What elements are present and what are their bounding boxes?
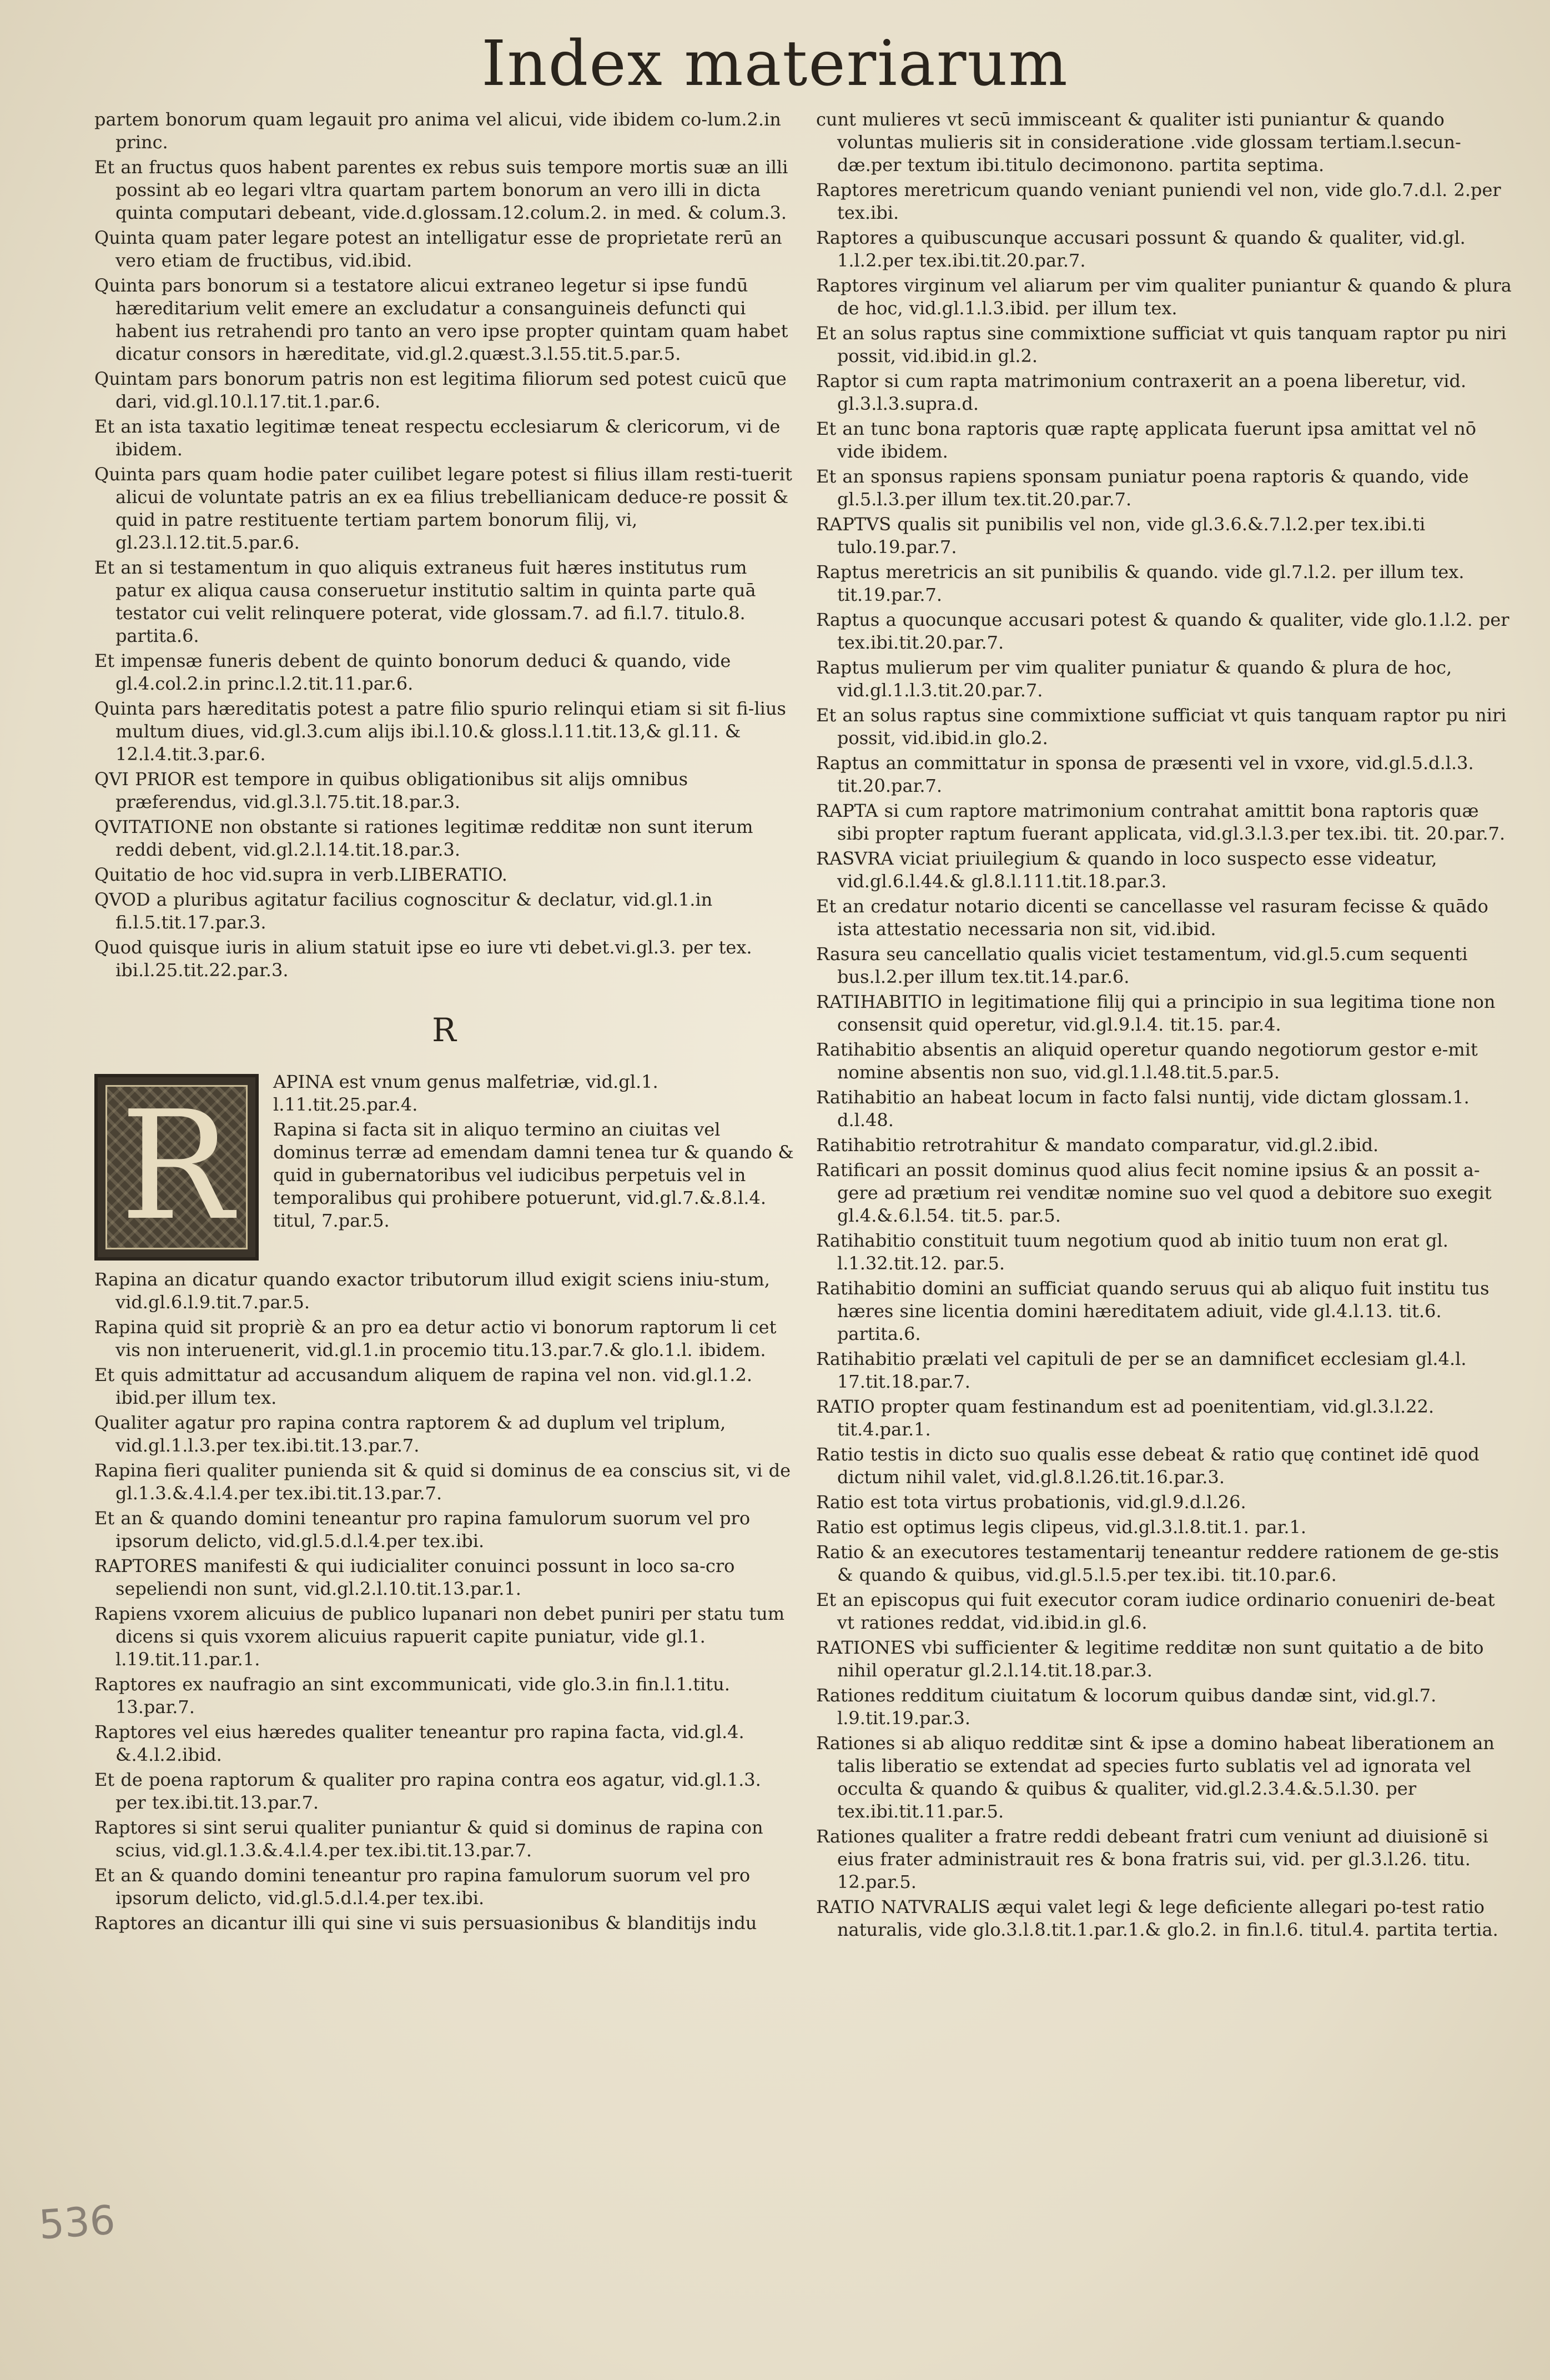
index-entry: Raptus meretricis an sit punibilis & quando. vide gl.7.l.2. per illum tex. tit.19.par.7.	[816, 561, 1465, 605]
index-entry: Raptores vel eius hæredes qualiter teneantur pro rapina facta, vid.gl.4. &.4.l.2.ibid.	[94, 1721, 744, 1765]
index-entry: Et an solus raptus sine commixtione sufficiat vt quis tanquam raptor pu niri possit, vid.ibid.in glo.2.	[816, 705, 1507, 749]
index-entry: Et an ista taxatio legitimæ teneat respectu ecclesiarum & clericorum, vi de ibidem.	[94, 416, 781, 460]
index-entry: Et an episcopus qui fuit executor coram iudice ordinario conueniri de-beat vt rationes reddat, vid.ibid.in gl.6.	[816, 1589, 1495, 1633]
index-entry: Et an & quando domini teneantur pro rapina famulorum suorum vel pro ipsorum delicto, vid.gl.5.d.l.4.per tex.ibi.	[94, 1865, 751, 1909]
index-entry: Raptus an committatur in sponsa de præsenti vel in vxore, vid.gl.5.d.l.3. tit.20.par.7.	[816, 752, 1474, 796]
entries-top	[94, 108, 794, 982]
index-entry: cunt mulieres vt secū immisceant & qualiter isti puniantur & quando voluntas mulieris sit in consideratione .vide glossam tertiam.l.secun-dæ.per textum ibi.titulo decimonono. partita septima.	[816, 109, 1461, 175]
index-entry: partem bonorum quam legauit pro anima vel alicui, vide ibidem co-lum.2.in princ.	[94, 109, 781, 153]
index-entry: RATIO NATVRALIS æqui valet legi & lege deficiente allegari po-test ratio naturalis, vide glo.3.l.8.tit.1.par.1.& glo.2. in fin.l.6. titul.4. partita tertia.	[816, 1896, 1498, 1940]
index-entry: Quinta pars quam hodie pater cuilibet legare potest si filius illam resti-tuerit alicui de voluntate patris an ex ea filius trebellianicam deduce-re possit & quid in patre restituente tertiam partem bonorum filij, vi, gl.23.l.12.tit.5.par.6.	[94, 464, 792, 553]
index-entry: QVOD a pluribus agitatur facilius cognoscitur & declatur, vid.gl.1.in fi.l.5.tit.17.par.3.	[94, 889, 713, 933]
index-entry: RATIHABITIO in legitimatione filij qui a principio in sua legitima tione non consensit quid operetur, vid.gl.9.l.4. tit.15. par.4.	[816, 991, 1496, 1035]
index-entry: Rapina si facta sit in aliquo termino an ciuitas vel dominus terræ ad emendam damni tenea tur & quando & quid in gubernatoribus vel iudicibus perpetuis vel in temporalibus qui prohibere potuerunt, vid.gl.7.&.8.l.4. titul, 7.par.5.	[273, 1119, 794, 1231]
index-entry: QVITATIONE non obstante si rationes legitimæ redditæ non sunt iterum reddi debent, vid.gl.2.l.14.tit.18.par.3.	[94, 816, 753, 860]
index-entry: RAPTORES manifesti & qui iudicialiter conuinci possunt in loco sa-cro sepeliendi non sunt, vid.gl.2.l.10.tit.13.par.1.	[94, 1555, 735, 1599]
index-entry: Quod quisque iuris in alium statuit ipse eo iure vti debet.vi.gl.3. per tex. ibi.l.25.tit.22.par.3.	[94, 937, 752, 981]
index-entry: Et de poena raptorum & qualiter pro rapina contra eos agatur, vid.gl.1.3. per tex.ibi.tit.13.par.7.	[94, 1769, 761, 1813]
index-entry: Raptores meretricum quando veniant puniendi vel non, vide glo.7.d.l. 2.per tex.ibi.	[816, 179, 1501, 223]
decorated-initial-block	[94, 1071, 794, 1264]
index-entry: Raptores si sint serui qualiter puniantur & quid si dominus de rapina con scius, vid.gl.1.3.&.4.l.4.per tex.ibi.tit.13.par.7.	[94, 1817, 763, 1861]
index-entry: Ratio est tota virtus probationis, vid.gl.9.d.l.26.	[816, 1492, 1246, 1513]
index-entry: Rapiens vxorem alicuius de publico lupanari non debet puniri per statu tum dicens si quis vxorem alicuius rapuerit capite puniatur, vide gl.1. l.19.tit.11.par.1.	[94, 1603, 785, 1670]
index-entry: Rapina an dicatur quando exactor tributorum illud exigit sciens iniu-stum, vid.gl.6.l.9.tit.7.par.5.	[94, 1269, 770, 1313]
index-entry: Quinta quam pater legare potest an intelligatur esse de proprietate rerū an vero etiam de fructibus, vid.ibid.	[94, 227, 782, 271]
index-entry: Rapina quid sit propriè & an pro ea detur actio vi bonorum raptorum li cet vis non interuenerit, vid.gl.1.in procemio titu.13.par.7.& glo.1.l. ibidem.	[94, 1317, 777, 1360]
entries-bottom	[94, 1268, 794, 1935]
index-entry: Et an tunc bona raptoris quæ raptę applicata fuerunt ipsa amittat vel nō vide ibidem.	[816, 418, 1477, 462]
margin-note: 536	[37, 2196, 117, 2248]
index-entry: Quintam pars bonorum patris non est legitima filiorum sed potest cuicū que dari, vid.gl.10.l.17.tit.1.par.6.	[94, 368, 787, 412]
index-entry: RATIONES vbi sufficienter & legitime redditæ non sunt quitatio a de bito nihil operatur gl.2.l.14.tit.18.par.3.	[816, 1637, 1484, 1681]
index-entry: Rationes si ab aliquo redditæ sint & ipse a domino habeat liberationem an talis liberatio se extendat ad species furto sublatis vel ad ignorata vel occulta & quando & quibus & qualiter, vid.gl.2.3.4.&.5.l.30. per tex.ibi.tit.11.par.5.	[816, 1733, 1495, 1822]
index-entry: RASVRA viciat priuilegium & quando in loco suspecto esse videatur, vid.gl.6.l.44.& gl.8.l.111.tit.18.par.3.	[816, 848, 1437, 892]
index-entry: Raptores ex naufragio an sint excommunicati, vide glo.3.in fin.l.1.titu. 13.par.7.	[94, 1674, 730, 1718]
index-entry: Et an & quando domini teneantur pro rapina famulorum suorum vel pro ipsorum delicto, vid.gl.5.d.l.4.per tex.ibi.	[94, 1508, 751, 1551]
index-entry: Et impensæ funeris debent de quinto bonorum deduci & quando, vide gl.4.col.2.in princ.l.2.tit.11.par.6.	[94, 650, 731, 694]
index-entry: Et an solus raptus sine commixtione sufficiat vt quis tanquam raptor pu niri possit, vid.ibid.in gl.2.	[816, 323, 1507, 366]
index-entry: Ratificari an possit dominus quod alius fecit nomine ipsius & an possit a-gere ad prætium rei venditæ nomine suo vel quod a debitore suo exegit gl.4.&.6.l.54. tit.5. par.5.	[816, 1159, 1492, 1226]
index-entry: Et an credatur notario dicenti se cancellasse vel rasuram fecisse & quādo ista attestatio necessaria non sit, vid.ibid.	[816, 896, 1488, 940]
index-entry: Ratihabitio domini an sufficiat quando seruus qui ab aliquo fuit institu tus hæres sine licentia domini hæreditatem adiuit, vide gl.4.l.13. tit.6. partita.6.	[816, 1278, 1489, 1344]
index-entry: Ratihabitio an habeat locum in facto falsi nuntij, vide dictam glossam.1. d.l.48.	[816, 1087, 1470, 1131]
index-entry: Raptores virginum vel aliarum per vim qualiter puniantur & quando & plura de hoc, vid.gl.1.l.3.ibid. per illum tex.	[816, 275, 1512, 319]
right-column	[816, 108, 1516, 1944]
index-entry: Ratihabitio absentis an aliquid operetur quando negotiorum gestor e-mit nomine absentis non suo, vid.gl.1.l.48.tit.5.par.5.	[816, 1039, 1478, 1083]
index-entry: Quinta pars hæreditatis potest a patre filio spurio relinqui etiam si sit fi-lius multum diues, vid.gl.3.cum alijs ibi.l.10.& gloss.l.11.tit.13,& gl.11. & 12.l.4.tit.3.par.6.	[94, 698, 786, 765]
initial-letter: R	[120, 1078, 233, 1253]
index-entry: RAPTA si cum raptore matrimonium contrahat amittit bona raptoris quæ sibi propter raptum fuerant applicata, vid.gl.3.l.3.per tex.ibi. tit. 20.par.7.	[816, 800, 1506, 844]
index-entry: APINA est vnum genus malfetriæ, vid.gl.1. l.11.tit.25.par.4.	[273, 1071, 658, 1115]
left-column	[94, 108, 794, 1937]
index-entry: Rationes redditum ciuitatum & locorum quibus dandæ sint, vid.gl.7. l.9.tit.19.par.3.	[816, 1685, 1437, 1729]
index-entry: RAPTVS qualis sit punibilis vel non, vide gl.3.6.&.7.l.2.per tex.ibi.ti tulo.19.par.7.	[816, 514, 1426, 558]
index-entry: Ratihabitio constituit tuum negotium quod ab initio tuum non erat gl. l.1.32.tit.12. par.5.	[816, 1230, 1448, 1274]
index-entry: Raptus a quocunque accusari potest & quando & qualiter, vide glo.1.l.2. per tex.ibi.tit.20.par.7.	[816, 609, 1509, 653]
index-entry: Raptores a quibuscunque accusari possunt & quando & qualiter, vid.gl. 1.l.2.per tex.ibi.tit.20.par.7.	[816, 227, 1466, 271]
index-entry: Et an si testamentum in quo aliquis extraneus fuit hæres institutus rum patur ex aliqua causa conseruetur institutio saltim in quinta parte quā testator cui velit relinquere poterat, vide glossam.7. ad fi.l.7. titulo.8. partita.6.	[94, 557, 756, 646]
index-entry: Ratio testis in dicto suo qualis esse debeat & ratio quę continet idē quod dictum nihil valet, vid.gl.8.l.26.tit.16.par.3.	[816, 1444, 1479, 1488]
index-entry: Et quis admittatur ad accusandum aliquem de rapina vel non. vid.gl.1.2. ibid.per illum tex.	[94, 1364, 752, 1408]
index-entry: Ratio & an executores testamentarij teneantur reddere rationem de ge-stis & quando & quibus, vid.gl.5.l.5.per tex.ibi. tit.10.par.6.	[816, 1542, 1499, 1585]
index-entry: Quinta pars bonorum si a testatore alicui extraneo legetur si ipse fundū hæreditarium velit emere an excludatur a consanguineis defuncti qui habent ius retrahendi pro tanto an vero ipse propter quintam quam habet dicatur consors in hæreditate, vid.gl.2.quæst.3.l.55.tit.5.par.5.	[94, 275, 788, 364]
index-entry: Raptus mulierum per vim qualiter puniatur & quando & plura de hoc, vid.gl.1.l.3.tit.20.par.7.	[816, 657, 1452, 701]
index-entry: QVI PRIOR est tempore in quibus obligationibus sit alijs omnibus præferendus, vid.gl.3.l.75.tit.18.par.3.	[94, 769, 688, 812]
index-entry: Ratio est optimus legis clipeus, vid.gl.3.l.8.tit.1. par.1.	[816, 1517, 1307, 1538]
index-entry: Ratihabitio retrotrahitur & mandato comparatur, vid.gl.2.ibid.	[816, 1134, 1379, 1156]
index-entry: Quitatio de hoc vid.supra in verb.LIBERATIO.	[94, 864, 507, 885]
index-entry: Rapina fieri qualiter punienda sit & quid si dominus de ea conscius sit, vi de gl.1.3.&.4.l.4.per tex.ibi.tit.13.par.7.	[94, 1460, 791, 1504]
index-entry: Qualiter agatur pro rapina contra raptorem & ad duplum vel triplum, vid.gl.1.l.3.per tex.ibi.tit.13.par.7.	[94, 1412, 726, 1456]
index-entry: Rationes qualiter a fratre reddi debeant fratri cum veniunt ad diuisionē si eius frater administrauit res & bona fratris sui, vid. per gl.3.l.26. titu. 12.par.5.	[816, 1826, 1488, 1892]
index-entry: Et an fructus quos habent parentes ex rebus suis tempore mortis suæ an illi possint ab eo legari vltra quartam partem bonorum an vero illi in dicta quinta computari debeant, vide.d.glossam.12.colum.2. in med. & colum.3.	[94, 157, 788, 223]
index-entry: Raptor si cum rapta matrimonium contraxerit an a poena liberetur, vid. gl.3.l.3.supra.d.	[816, 370, 1467, 414]
section-letter: R	[432, 1011, 456, 1049]
page-title: Index materiarum	[481, 28, 1069, 100]
index-entry: RATIO propter quam festinandum est ad poenitentiam, vid.gl.3.l.22. tit.4.par.1.	[816, 1396, 1435, 1440]
decorated-initial	[94, 1074, 259, 1261]
index-entry: Et an sponsus rapiens sponsam puniatur poena raptoris & quando, vide gl.5.l.3.per illum tex.tit.20.par.7.	[816, 466, 1469, 510]
index-entry: Ratihabitio prælati vel capituli de per se an damnificet ecclesiam gl.4.l. 17.tit.18.par.7.	[816, 1348, 1467, 1392]
index-entry: Raptores an dicantur illi qui sine vi suis persuasionibus & blanditijs indu	[94, 1912, 757, 1934]
index-entry: Rasura seu cancellatio qualis viciet testamentum, vid.gl.5.cum sequenti bus.l.2.per illum tex.tit.14.par.6.	[816, 943, 1468, 987]
